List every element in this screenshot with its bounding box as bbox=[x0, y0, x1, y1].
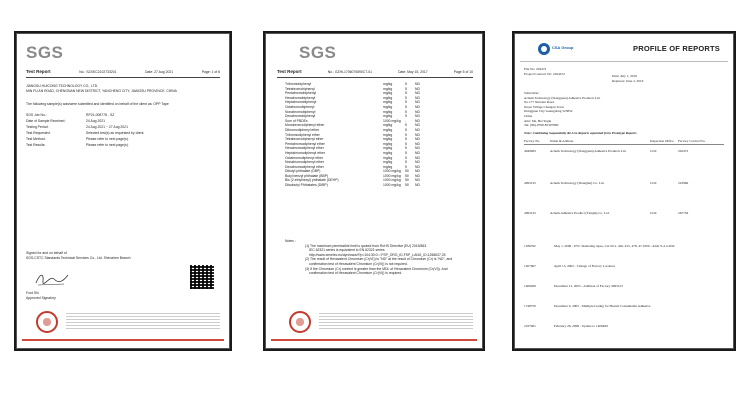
footer-rule bbox=[271, 339, 477, 341]
field-label: Testing Period: bbox=[26, 125, 49, 130]
file-number: File No: 202472 bbox=[524, 67, 547, 71]
note-line: (2) The result of Hexavalent Chromium (Cr(VI)) is "ND" at the result of Chromium (Cr) is "ND", and bbox=[305, 257, 453, 262]
note-line: (3) If the Chromium (Cr) content is greater than the MDL of Hexavalent Chromium (Cr(VI)). And bbox=[305, 266, 448, 271]
result: ND bbox=[415, 95, 420, 100]
note-line: confirmation test of Hexavalent Chromium (Cr(VI)) is not required. bbox=[309, 261, 408, 266]
replaces-date: Replaces: June 2, 2016 bbox=[612, 78, 644, 83]
contact-phone: Tel: (86)-0769-85307899 bbox=[524, 123, 559, 128]
sgs-logo: SGS bbox=[299, 43, 337, 62]
column-header: Name & Address bbox=[550, 139, 574, 143]
field-label: Test Results: bbox=[26, 143, 46, 148]
inspection-office: COC bbox=[650, 181, 657, 185]
report-description: February 26, 2008 - Update to 1406469 bbox=[554, 324, 608, 328]
result: ND bbox=[415, 173, 420, 178]
analyte-name: Bis (2-ethylhexyl) phthalate (DEHP) bbox=[285, 178, 339, 183]
mdl: 5 bbox=[405, 95, 407, 100]
subscriber-line: Dongguan City Guangdong 523852 bbox=[524, 109, 573, 114]
unit: 1000 mg/kg bbox=[383, 173, 401, 178]
unit: mg/kg bbox=[383, 164, 393, 169]
mdl: 5 bbox=[405, 123, 407, 128]
csa-header bbox=[520, 39, 728, 62]
factory-no: 4093125 bbox=[524, 211, 536, 215]
column-header: Factory Control No. bbox=[678, 139, 706, 143]
attention: Attn: Ms. Bei Yegin bbox=[524, 118, 552, 123]
profile-date: Date: July 1, 2016 bbox=[612, 74, 637, 78]
unit: mg/kg bbox=[383, 160, 393, 165]
note-line: IEC 62321 series is equivalent to EN 62321 series bbox=[309, 248, 385, 253]
column-header: Factory No. bbox=[524, 139, 541, 143]
signer-role: Approved Signatory bbox=[26, 295, 56, 300]
analyte-name: Heptabromodiphenyl ether bbox=[285, 150, 325, 155]
mdl: 5 bbox=[405, 82, 407, 86]
factory-table bbox=[524, 149, 724, 241]
certificate-document-2[interactable] bbox=[263, 31, 485, 351]
report-header bbox=[26, 70, 220, 75]
mdl: 5 bbox=[405, 132, 407, 137]
mdl: 50 bbox=[405, 169, 409, 174]
report-page: Page: 1 of 6 bbox=[201, 70, 220, 74]
analyte-name: Tetrabromodiphenyl ether bbox=[285, 137, 324, 142]
result: ND bbox=[415, 160, 420, 165]
result: ND bbox=[415, 100, 420, 105]
mdl: 5 bbox=[405, 164, 407, 169]
result: ND bbox=[415, 183, 420, 188]
mdl: 5 bbox=[405, 86, 407, 91]
table-row bbox=[524, 181, 724, 211]
note-line: (1) The maximum permissible limit is quoted from RoHS Directive (EU) 2015/863. bbox=[305, 243, 428, 248]
unit: mg/kg bbox=[383, 137, 393, 142]
mdl: 50 bbox=[405, 183, 409, 188]
report-no: 1207667 bbox=[524, 264, 536, 268]
mdl: 5 bbox=[405, 127, 407, 132]
profile-note: Note: Combining Sequentially Re-Use Reports separated from Prototype Reports bbox=[524, 131, 637, 135]
mdl: 5 bbox=[405, 150, 407, 155]
report-date: Date: May 15, 2017 bbox=[398, 70, 428, 74]
factory-name: Achem Technology (Shanghai) Co. Ltd. bbox=[550, 181, 605, 185]
analyte-name: Tribromobiphenyl bbox=[285, 82, 312, 86]
sample-note: The following sample(s) was/were submitted and identified on behalf of the client as: OPP Tape bbox=[26, 102, 169, 106]
analyte-name: Octabromobiphenyl bbox=[285, 104, 315, 109]
unit: mg/kg bbox=[383, 109, 393, 114]
note-line: http://www.cenelec.eu/dyn/www/f?p=104:30:0::::FSP_ORG_ID,FSP_LANG_ID:1258637,25 bbox=[309, 252, 446, 257]
subscriber-label: Subscriber: bbox=[524, 91, 540, 95]
table-row bbox=[524, 244, 724, 264]
factory-control-no: 202472 bbox=[678, 149, 689, 153]
field-label: Test Requested: bbox=[26, 131, 51, 136]
mdl: 5 bbox=[405, 141, 407, 146]
mdl: 5 bbox=[405, 146, 407, 151]
notes-title: Notes : bbox=[285, 239, 296, 243]
result: ND bbox=[415, 104, 420, 109]
field-label: Date of Sample Received: bbox=[26, 119, 66, 124]
table-row bbox=[524, 304, 724, 324]
analyte-name: Monobromodiphenyl ether bbox=[285, 123, 325, 128]
report-description: December 9, 2005 - Multiple Listing for Heated Consumable Adhesive bbox=[554, 304, 651, 308]
subscriber-line: Achem Technology (Dongguan) Adhesive Products Ltd. bbox=[524, 95, 601, 100]
result: ND bbox=[415, 141, 420, 146]
unit: mg/kg bbox=[383, 155, 393, 160]
analyte-name: Pentabromodiphenyl ether bbox=[285, 141, 325, 146]
signer-name: Ford Shi bbox=[26, 291, 39, 295]
report-no: 1406469 bbox=[524, 284, 536, 288]
field-value: Please refer to next page(s). bbox=[86, 143, 129, 148]
official-seal-icon bbox=[289, 311, 311, 333]
unit: mg/kg bbox=[383, 91, 393, 96]
report-number: No.: SZXEC2102733201 bbox=[79, 70, 117, 74]
contract-number: Project/Contract No: 2024472 bbox=[524, 71, 565, 76]
footer-fine-print bbox=[319, 313, 473, 331]
field-value: Selected test(s) as requested by client. bbox=[86, 131, 145, 136]
unit: mg/kg bbox=[383, 95, 393, 100]
unit: mg/kg bbox=[383, 82, 393, 86]
table-row bbox=[524, 149, 724, 181]
inspection-office: COC bbox=[650, 211, 657, 215]
analyte-name: Sum of PBDEs bbox=[285, 118, 308, 123]
unit: mg/kg bbox=[383, 150, 393, 155]
analyte-name: Diisobutyl Phthalates (DIBP) bbox=[285, 183, 328, 188]
analyte-name: Nonabromobiphenyl bbox=[285, 109, 316, 114]
field-label: Test Method: bbox=[26, 137, 46, 142]
notes-section bbox=[285, 239, 452, 276]
result: ND bbox=[415, 82, 420, 86]
result: ND bbox=[415, 127, 420, 132]
field-label: SGS Job No.: bbox=[26, 113, 47, 117]
inspection-office: COC bbox=[650, 149, 657, 153]
mdl: 5 bbox=[405, 155, 407, 160]
footer-rule bbox=[22, 339, 224, 341]
report-description: May 1, 2006 - PVC Insulating tapes, Cat No's. 420, 455, 478, 47-1000 - Adds Y-4 to IDC bbox=[554, 244, 676, 248]
report-title: Test Report bbox=[26, 69, 51, 74]
result: ND bbox=[415, 109, 420, 114]
result: ND bbox=[415, 146, 420, 151]
table-row bbox=[524, 324, 724, 338]
field-value: RP21-008778 - SZ bbox=[86, 113, 115, 117]
qr-code bbox=[190, 265, 214, 289]
factory-control-no: 223966 bbox=[678, 181, 689, 185]
certificate-document-1[interactable] bbox=[14, 31, 232, 351]
report-title: PROFILE OF REPORTS bbox=[633, 44, 720, 53]
table-row bbox=[524, 264, 724, 284]
analyte-name: Heptabromobiphenyl bbox=[285, 100, 317, 105]
report-page: Page 5 of 10 bbox=[453, 70, 473, 74]
analyte-name: Nonabromodiphenyl ether bbox=[285, 160, 325, 165]
report-date: Date: 27 Aug 2021 bbox=[145, 70, 174, 74]
csa-logo-icon bbox=[538, 43, 550, 55]
result: ND bbox=[415, 178, 420, 183]
report-fields bbox=[26, 113, 144, 150]
result: ND bbox=[415, 118, 420, 123]
unit: 1000 mg/kg bbox=[383, 118, 401, 123]
result: ND bbox=[415, 169, 420, 174]
factory-control-no: 267756 bbox=[678, 211, 689, 215]
analyte-name: Tetrabromobiphenyl bbox=[285, 86, 315, 91]
mdl: 50 bbox=[405, 178, 409, 183]
mdl: 5 bbox=[405, 91, 407, 96]
unit: mg/kg bbox=[383, 86, 393, 91]
mdl: 5 bbox=[405, 100, 407, 105]
analyte-name: Hexabromobiphenyl bbox=[285, 95, 316, 100]
mdl: 5 bbox=[405, 109, 407, 114]
factory-no: 4093125 bbox=[524, 181, 536, 185]
subscriber-line: No.177 Xinxian Road bbox=[524, 100, 554, 105]
subscriber-line: Jiuwu Village Changan Town bbox=[524, 104, 565, 109]
result: ND bbox=[415, 137, 420, 142]
analyte-name: Octabromodiphenyl ether bbox=[285, 155, 324, 160]
field-value: Please refer to next page(s). bbox=[86, 137, 129, 142]
factory-name: Achem Adhesive Product (Tianjin) Co. Ltd. bbox=[550, 211, 610, 215]
result: ND bbox=[415, 114, 420, 119]
unit: 1000 mg/kg bbox=[383, 169, 401, 174]
analyte-name: Dibutyl phthalate (DBP) bbox=[285, 169, 321, 174]
analyte-name: Decabromodiphenyl ether bbox=[285, 164, 324, 169]
factory-table-header bbox=[524, 139, 724, 145]
analyte-name: Butyl benzyl phthalate (BBP) bbox=[285, 173, 329, 178]
mdl: - bbox=[405, 118, 407, 123]
report-title: Test Report bbox=[277, 69, 302, 74]
field-value: 24 Aug 2021 bbox=[86, 119, 106, 124]
sgs-logo: SGS bbox=[26, 43, 64, 62]
unit: mg/kg bbox=[383, 123, 393, 128]
signed-company: SGS-CSTC Standards Technical Services Co., Ltd. Shenzhen Branch bbox=[26, 255, 131, 260]
column-header: Inspection Office bbox=[650, 139, 674, 143]
result: ND bbox=[415, 86, 420, 91]
analyte-name: Pentabromobiphenyl bbox=[285, 91, 317, 96]
unit: 1000 mg/kg bbox=[383, 178, 401, 183]
result: ND bbox=[415, 123, 420, 128]
company-name: JIANGSU HUICONG TECHNOLOGY CO., LTD. bbox=[26, 84, 99, 88]
mdl: 5 bbox=[405, 114, 407, 119]
table-row bbox=[524, 284, 724, 304]
report-number: No.: GZHL1706070890CT-01 bbox=[327, 70, 373, 74]
mdl: 5 bbox=[405, 137, 407, 142]
factory-no: 4040963 bbox=[524, 149, 536, 153]
mdl: 5 bbox=[405, 104, 407, 109]
test-results-table bbox=[285, 82, 435, 188]
result: ND bbox=[415, 164, 420, 169]
result: ND bbox=[415, 150, 420, 155]
signed-for: Signed for and on behalf of bbox=[26, 251, 67, 255]
analyte-name: Decabromobiphenyl bbox=[285, 114, 316, 119]
signature-image bbox=[34, 271, 74, 287]
result: ND bbox=[415, 155, 420, 160]
mdl: 50 bbox=[405, 173, 409, 178]
unit: mg/kg bbox=[383, 132, 393, 137]
reports-table bbox=[524, 244, 724, 338]
official-seal-icon bbox=[36, 311, 58, 333]
unit: 1000 mg/kg bbox=[383, 183, 401, 188]
report-no: 1748750 bbox=[524, 304, 536, 308]
note-line: confirmation test of Hexavalent Chromium (Cr(VI)) is required. bbox=[309, 271, 403, 276]
report-header bbox=[277, 70, 473, 75]
footer-fine-print bbox=[66, 313, 220, 331]
result: ND bbox=[415, 132, 420, 137]
certificate-document-3[interactable] bbox=[512, 31, 736, 351]
report-description: April 13, 2002 - Change of Factory Location bbox=[554, 264, 615, 268]
unit: mg/kg bbox=[383, 100, 393, 105]
analyte-name: Hexabromodiphenyl ether bbox=[285, 146, 324, 151]
company-address: MIN FU AN ROAD, CHENGNAN NEW DISTRICT, YANCHENG CITY, JIANGSU PROVINCE, CHINA bbox=[26, 88, 177, 93]
table-row bbox=[524, 211, 724, 241]
subscriber-line: China bbox=[524, 113, 533, 118]
report-no: 1186792 bbox=[524, 244, 536, 248]
result: ND bbox=[415, 91, 420, 96]
factory-name: Achem Technology (Dongguan) Adhesive Products Ltd. bbox=[550, 149, 627, 153]
analyte-name: Dibromodiphenyl ether bbox=[285, 127, 320, 132]
field-value: 24 Aug 2021 ~ 27 Aug 2021 bbox=[86, 125, 128, 130]
analyte-name: Tribromodiphenyl ether bbox=[285, 132, 320, 137]
report-no: 2167961 bbox=[524, 324, 536, 328]
report-description: December 21, 2005 - Addition of Factory 4093125 bbox=[554, 284, 623, 288]
unit: mg/kg bbox=[383, 141, 393, 146]
mdl: 5 bbox=[405, 160, 407, 165]
unit: mg/kg bbox=[383, 127, 393, 132]
csa-logo-text: CSA Group bbox=[552, 45, 574, 50]
unit: mg/kg bbox=[383, 146, 393, 151]
unit: mg/kg bbox=[383, 104, 393, 109]
unit: mg/kg bbox=[383, 114, 393, 119]
